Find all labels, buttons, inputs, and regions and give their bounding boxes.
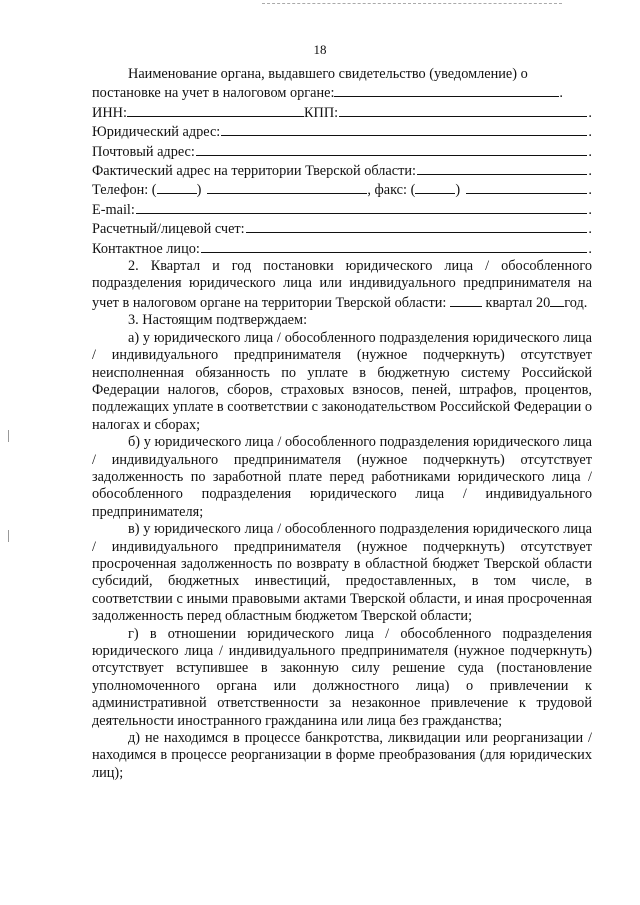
section-3-item-b: б) у юридического лица / обособленного подразделения юридического лица / индивидуального предпринимателя (нужное подчеркнуть) отсутствует задолженность по заработной плате перед работниками юридического лица / обособленного подразделения юридического лица / индивидуального предпринимателя;: [92, 434, 592, 520]
section-3-item-g: г) в отношении юридического лица / обособленного подразделения юридического лица / индивидуального предпринимателя (нужное подчеркнуть) отсутствует вступившее в законную силу решение суда (постановление уполномоченного органа или должностного лица) о привлечении к административной ответственности за незаконное привлечение к трудовой деятельности иностранного гражданина или лица без гражданства;: [92, 625, 592, 729]
postal-address-field[interactable]: Почтовый адрес: .: [92, 143, 592, 160]
issuer-field[interactable]: постановке на учет в налоговом органе: .: [92, 85, 563, 102]
actual-address-input-line[interactable]: [417, 161, 587, 175]
phone-fax-field[interactable]: Телефон: ( ) , факс: ( ) .: [92, 182, 592, 199]
form-content: [92, 66, 592, 782]
postal-address-input-line[interactable]: [196, 142, 588, 156]
inn-kpp-field[interactable]: ИНН: КПП: .: [92, 104, 592, 121]
scan-artifact: [262, 3, 562, 10]
legal-address-field[interactable]: Юридический адрес: .: [92, 124, 592, 141]
year-input-line[interactable]: [550, 293, 564, 307]
account-field[interactable]: Расчетный/лицевой счет: .: [92, 221, 592, 238]
inn-input-line[interactable]: [127, 103, 304, 117]
section-3-item-d: д) не находимся в процессе банкротства, ликвидации или реорганизации / находимся в процессе реорганизации в форме преобразования (для юридических лиц);: [92, 730, 592, 781]
account-input-line[interactable]: [246, 219, 588, 233]
email-field[interactable]: E-mail: .: [92, 201, 592, 218]
issuer-label-line1: Наименование органа, выдавшего свидетельство (уведомление) о: [128, 66, 528, 82]
section-3-item-v: в) у юридического лица / обособленного подразделения юридического лица / индивидуального предпринимателя (нужное подчеркнуть) отсутствует просроченная задолженность по возврату в областной бюджет Тверской области субсидий, бюджетных инвестиций, предоставленных, в том числе, в соответствии с иными правовыми актами Тверской области, и иная просроченная задолженность перед областным бюджетом Тверской области;: [92, 521, 592, 625]
contact-field[interactable]: Контактное лицо: .: [92, 240, 592, 257]
section-3-title: 3. Настоящим подтверждаем:: [128, 312, 308, 329]
phone-code-line[interactable]: [157, 180, 197, 194]
kpp-label: КПП:: [303, 104, 339, 121]
section-2: 2. Квартал и год постановки юридического лица / обособленного подразделения юридического лица или индивидуального предпринимателя на учет в налоговом органе на территории Тверской области: квартал 20 год.: [92, 258, 592, 311]
phone-number-line[interactable]: [207, 180, 367, 194]
actual-address-field[interactable]: Фактический адрес на территории Тверской области: .: [92, 163, 592, 180]
section-3-item-a: а) у юридического лица / обособленного подразделения юридического лица / индивидуального предпринимателя (нужное подчеркнуть) отсутствует неисполненная обязанность по уплате в бюджетную систему Российской Федерации налогов, сборов, страховых взносов, пеней, штрафов, процентов, подлежащих уплате в соответствии с законодательством Российской Федерации о налогах и сборах;: [92, 329, 592, 433]
contact-input-line[interactable]: [201, 239, 588, 253]
fax-number-line[interactable]: [466, 180, 587, 194]
email-input-line[interactable]: [136, 200, 588, 214]
scan-mark: [8, 430, 9, 442]
page-number: 18: [313, 42, 327, 57]
fax-code-line[interactable]: [415, 180, 455, 194]
kpp-input-line[interactable]: [339, 103, 587, 117]
legal-address-input-line[interactable]: [221, 122, 587, 136]
quarter-input-line[interactable]: [450, 293, 482, 307]
issuer-input-line[interactable]: [334, 83, 559, 97]
scan-mark: [8, 530, 9, 542]
inn-label: ИНН:: [92, 104, 127, 121]
